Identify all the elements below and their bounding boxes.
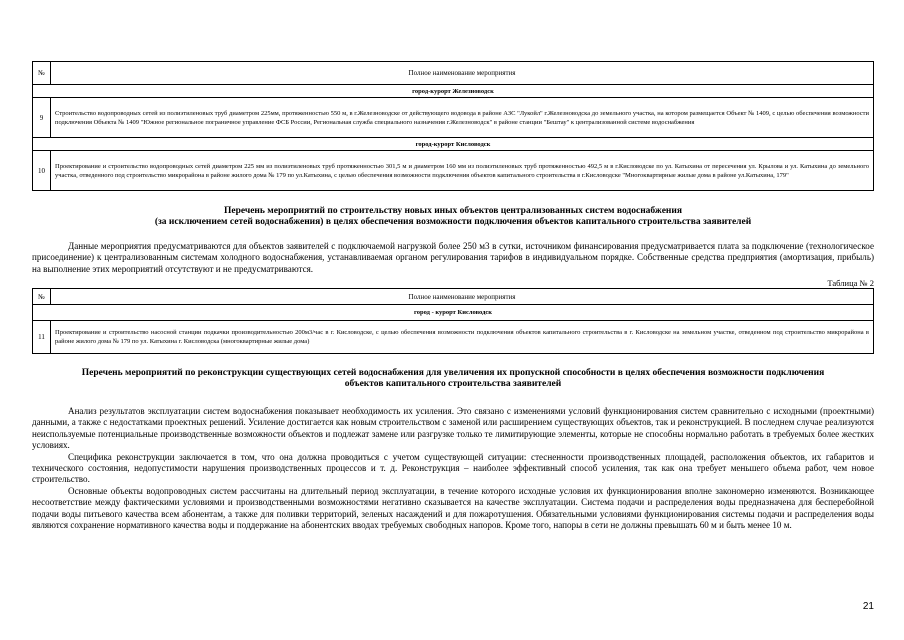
table-row (33, 151, 874, 191)
row-description: Строительство водопроводных сетей из полиэтиленовых труб диаметром 225мм, протяженностью 550 м, в г.Железноводске от действующего водовода в районе АЗС "Лукойл" г.Железноводска до земельного участка, на котором размещается Объект № 1409, с целью обеспечения возможности подключения Объекта № 1409 "Южное региональное пограничное управление ФСБ России, Региональная служба специального назначения г.Железноводск" в районе станции "Бештау" к централизованной системе водоснабжения (51, 98, 874, 138)
row-number: 11 (33, 321, 51, 354)
city-row-kislovodsk: город-курорт Кисловодск (33, 138, 874, 151)
table-row (33, 98, 874, 138)
paragraph-text: Анализ результатов эксплуатации систем водоснабжения показывает необходимость их усиления. Это связано с изменениями условий функционирования систем сравнительно с исходными (проектными) данными, а также с недостатками проектных решений. Усиление достигается как новым строительством с заменой или расширением существующих объектов, так и реконструкцией. В последнем случае реализуются неиспользуемые потенциальные производственные возможности объектов и подлежат замене или разгрузке только те лимитирующие элементы, которые не способны нормально работать в требуемых более жестких условиях. (32, 406, 874, 451)
heading-line: объектов капитального строительства заявителей (344, 379, 562, 389)
section-heading-reconstruction (32, 368, 874, 390)
row-number: 10 (33, 151, 51, 191)
section-heading-new-objects (32, 206, 874, 228)
heading-line: Перечень мероприятий по реконструкции существующих сетей водоснабжения для увеличения их пропускной способности в целях обеспечения возможности подключения (81, 368, 825, 378)
city-row-zheleznovodsk: город-курорт Железноводск (33, 85, 874, 98)
heading-line: Перечень мероприятий по строительству новых иных объектов централизованных систем водоснабжения (223, 206, 683, 216)
row-number: 9 (33, 98, 51, 138)
row-description: Проектирование и строительство водопроводных сетей диаметром 225 мм из полиэтиленовых труб протяженностью 301,5 м и диаметром 160 мм из полиэтиленовых труб протяженностью 492,5 м в г.Кисловодске по ул. Катыхина от пересечения ул. Крылова и ул. Катыхина до земельного участка, отведенного под строительство микрорайона в районе жилого дома № 179 по ул.Катыхина, с целью обеспечения возможности подключения объектов капитального строительства в г.Кисловодске "Многоквартирные жилые дома в районе ул.Катыхина, 179" (51, 151, 874, 191)
reconstruction-body (32, 406, 874, 531)
column-header-name: Полное наименование мероприятия (51, 62, 874, 85)
column-header-number: № (33, 62, 51, 85)
city-row-kislovodsk: город - курорт Кисловодск (33, 305, 874, 321)
row-description: Проектирование и строительство насосной станции подкачки производительностью 200м3/час в г. Кисловодске, с целью обеспечения возможности подключения объектов капитального строительства в г. Кисловодске на земельном участке, отведенном под строительство микрорайона в районе жилого дома № 179 по ул. Катыхина г. Кисловодска (многоквартирные жилые дома) (51, 321, 874, 354)
column-header-name: Полное наименование мероприятия (51, 289, 874, 305)
section-paragraph (32, 241, 874, 275)
table-caption: Таблица № 2 (827, 278, 874, 288)
paragraph-text: Основные объекты водопроводных систем рассчитаны на длительный период эксплуатации, в течение которого исходные условия их функционирования вполне закономерно изменяются. Возникающее несоответствие между фактическими условиями и производственными возможностями негативно сказывается на качестве эксплуатации. Система подачи и распределения воды предназначена для бесперебойной подачи воды питьевого качества всем абонентам, а также для поливки территорий, зеленых насаждений и для пожаротушения. Обязательными условиями функционирования системы подачи и распределения воды являются сохранение нормативного качества воды и поддержание на абонентских вводах требуемых свободных напоров. Кроме того, напоры в сети не должны превышать 60 м и быть менее 10 м. (32, 485, 874, 531)
paragraph-text: Специфика реконструкции заключается в том, что она должна проводиться с учетом существующей ситуации: стесненности производственных площадей, расположения объектов, их габаритов и технического состояния, недопустимости нарушения производственных процессов и т. д. Реконструкция – наиболее эффективный способ усиления, так как она требует меньшего объема работ, чем новое строительство. (32, 451, 874, 485)
column-header-number: № (33, 289, 51, 305)
heading-line: (за исключением сетей водоснабжения) в целях обеспечения возможности подключения объектов капитального строительства заявителей (154, 217, 752, 227)
mains-construction-table (32, 61, 874, 191)
table-row (33, 321, 874, 354)
paragraph-text: Данные мероприятия предусматриваются для объектов заявителей с подключаемой нагрузкой более 250 м3 в сутки, источником финансирования предусматривается плата за подключение (технологическое присоединение) к централизованным системам холодного водоснабжения, устанавливаемая органом регулирования тарифов в индивидуальном порядке. Собственные средства предприятия (амортизация, прибыль) на выполнение этих мероприятий отсутствуют и не предусматриваются. (32, 241, 874, 274)
pump-station-table (32, 288, 874, 354)
page-number: 21 (862, 601, 874, 612)
